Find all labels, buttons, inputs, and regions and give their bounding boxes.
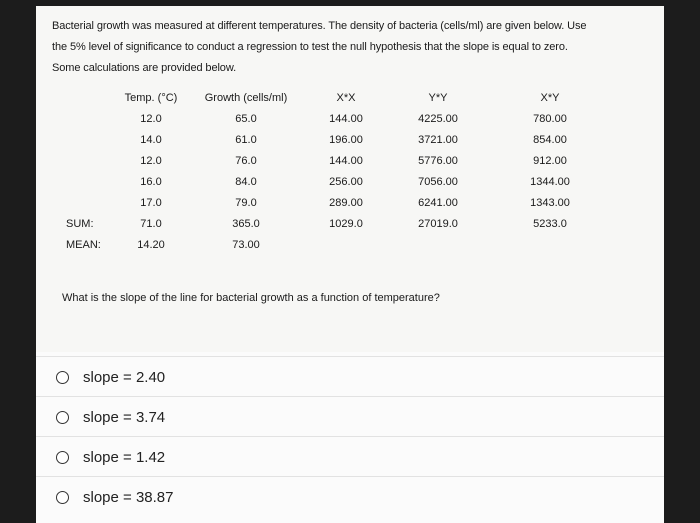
option-1[interactable] — [36, 356, 664, 397]
table-cell: 84.0 — [235, 176, 257, 188]
table-cell: 61.0 — [235, 134, 257, 146]
option-label: slope = 1.42 — [83, 448, 166, 466]
table-cell: 3721.00 — [418, 134, 458, 146]
table-cell: 1343.00 — [530, 197, 570, 209]
table-cell: 196.00 — [329, 134, 363, 146]
mean-cell: 14.20 — [137, 239, 165, 251]
radio-button-icon[interactable] — [56, 371, 69, 384]
header-xx: X*X — [336, 92, 356, 104]
table-cell: 65.0 — [235, 113, 257, 125]
question-text: What is the slope of the line for bacterial growth as a function of temperature? — [62, 292, 440, 304]
intro-line-3: Some calculations are provided below. — [52, 62, 237, 74]
intro-line-1: Bacterial growth was measured at different temperatures. The density of bacteria (cells/ml) are given below. Use — [52, 20, 587, 32]
answer-options — [36, 352, 664, 523]
sum-cell: 71.0 — [140, 218, 162, 230]
sum-label: SUM: — [66, 218, 94, 230]
radio-button-icon[interactable] — [56, 411, 69, 424]
table-cell: 12.0 — [140, 155, 162, 167]
header-temp: Temp. (°C) — [124, 92, 178, 104]
table-cell: 144.00 — [329, 155, 363, 167]
sum-cell: 1029.0 — [329, 218, 363, 230]
option-3[interactable] — [36, 436, 664, 477]
mean-cell: 73.00 — [232, 239, 260, 251]
table-cell: 76.0 — [235, 155, 257, 167]
table-cell: 5776.00 — [418, 155, 458, 167]
sum-cell: 365.0 — [232, 218, 260, 230]
table-cell: 912.00 — [533, 155, 567, 167]
sum-cell: 5233.0 — [533, 218, 567, 230]
option-4[interactable] — [36, 476, 664, 517]
table-cell: 7056.00 — [418, 176, 458, 188]
table-cell: 12.0 — [140, 113, 162, 125]
mean-label: MEAN: — [66, 239, 101, 251]
table-cell: 79.0 — [235, 197, 257, 209]
problem-statement — [52, 16, 652, 79]
sum-cell: 27019.0 — [418, 218, 458, 230]
table-cell: 780.00 — [533, 113, 567, 125]
option-label: slope = 3.74 — [83, 408, 166, 426]
radio-button-icon[interactable] — [56, 491, 69, 504]
header-yy: Y*Y — [428, 92, 448, 104]
option-label: slope = 38.87 — [83, 488, 174, 506]
table-cell: 16.0 — [140, 176, 162, 188]
option-2[interactable] — [36, 396, 664, 437]
header-xy: X*Y — [540, 92, 560, 104]
table-cell: 4225.00 — [418, 113, 458, 125]
table-cell: 854.00 — [533, 134, 567, 146]
table-cell: 144.00 — [329, 113, 363, 125]
table-cell: 256.00 — [329, 176, 363, 188]
option-label: slope = 2.40 — [83, 368, 166, 386]
table-cell: 289.00 — [329, 197, 363, 209]
table-cell: 14.0 — [140, 134, 162, 146]
table-cell: 1344.00 — [530, 176, 570, 188]
header-growth: Growth (cells/ml) — [204, 92, 288, 104]
intro-line-2: the 5% level of significance to conduct a regression to test the null hypothesis that the slope is equal to zero. — [52, 41, 568, 53]
radio-button-icon[interactable] — [56, 451, 69, 464]
question-sheet — [36, 6, 664, 352]
table-cell: 6241.00 — [418, 197, 458, 209]
table-cell: 17.0 — [140, 197, 162, 209]
